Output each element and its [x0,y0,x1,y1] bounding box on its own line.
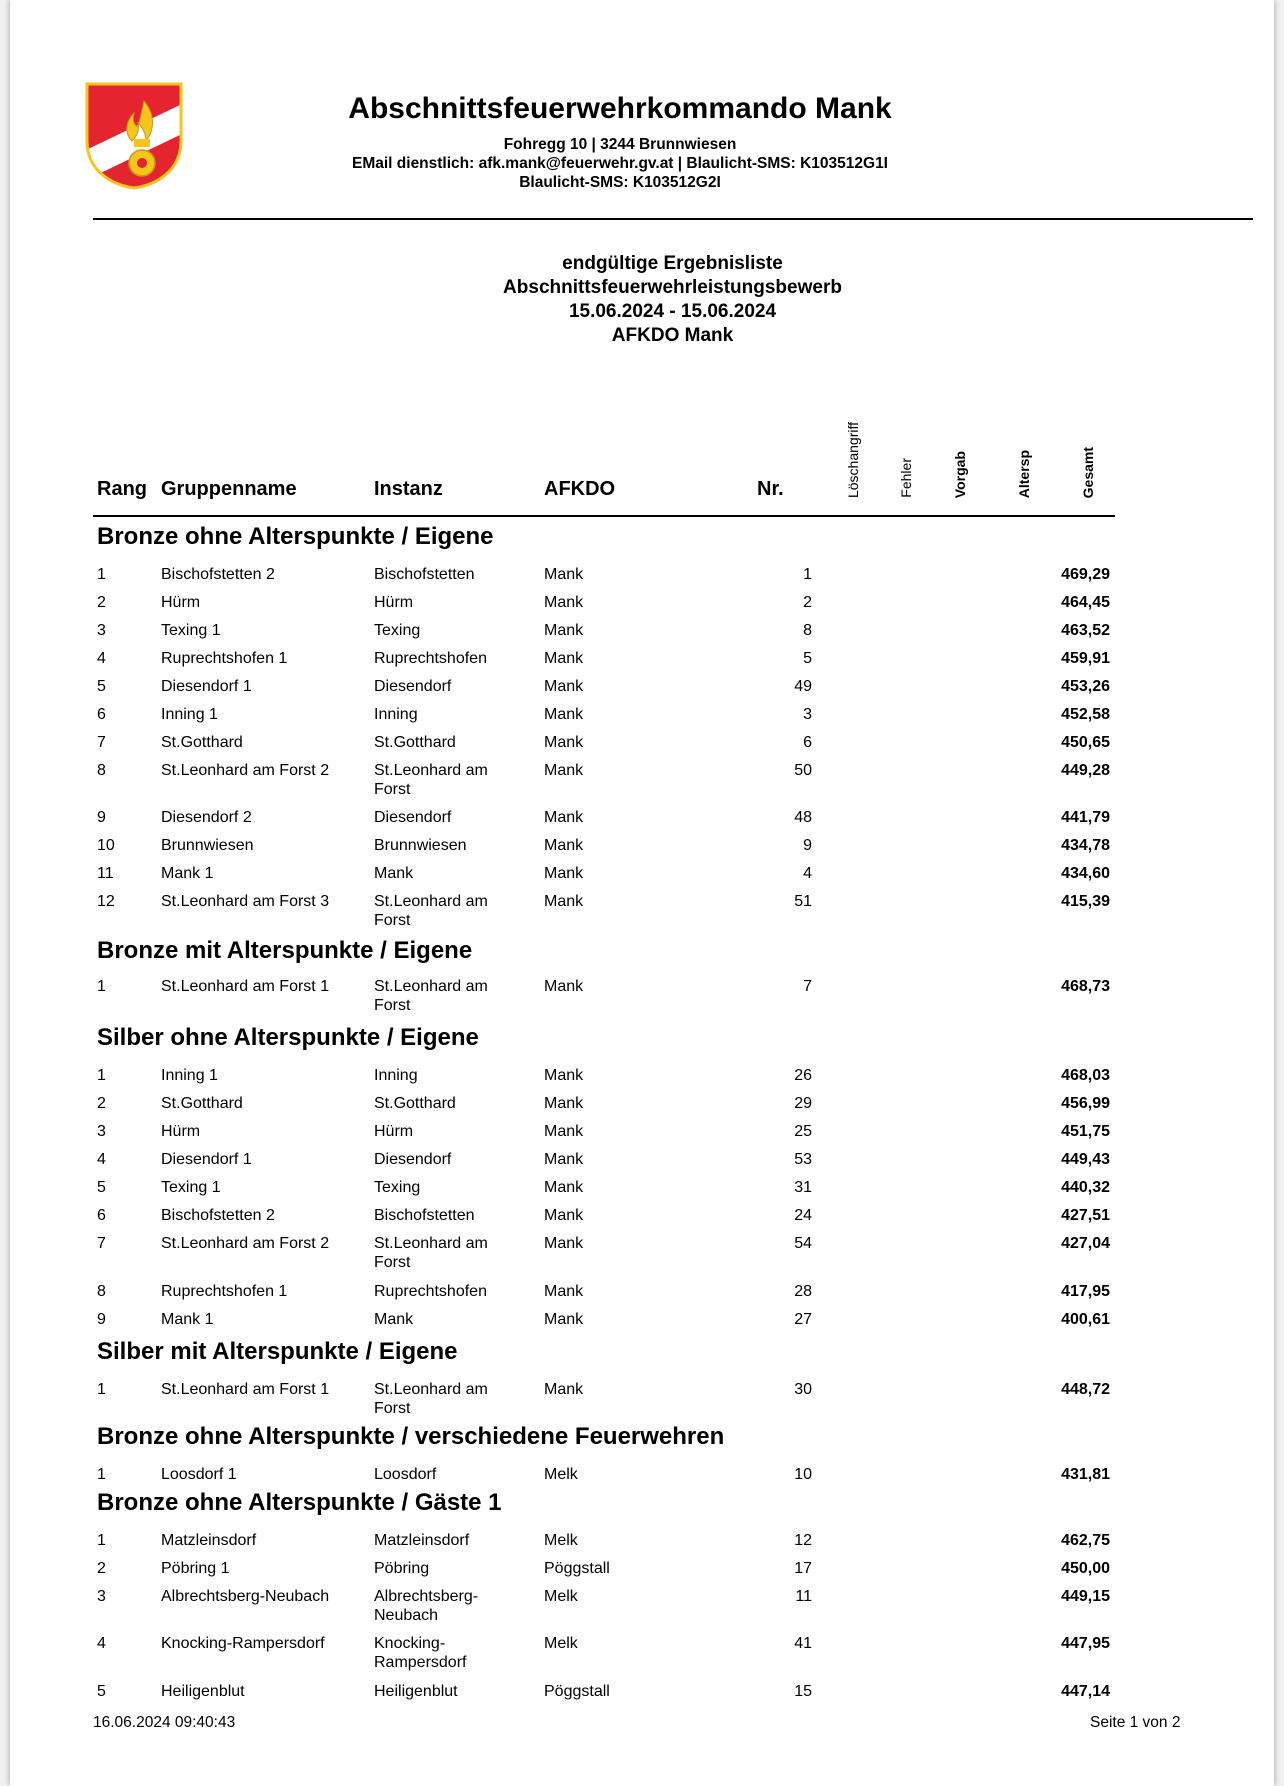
fire-brigade-crest-logo [84,81,184,191]
cell-afkdo: Mank [544,865,584,882]
cell-rank: 9 [97,1311,106,1328]
cell-total: 447,95 [1061,1635,1110,1652]
cell-instanz: Diesendorf [374,809,452,826]
cell-nr: 10 [794,1466,812,1483]
cell-nr: 7 [803,978,812,995]
table-row [10,1682,1274,1722]
cell-total: 464,45 [1061,594,1110,611]
print-timestamp: 16.06.2024 09:40:43 [93,1714,236,1731]
col-vorgab-header: Vorgab [952,450,968,498]
cell-group-name: Ruprechtshofen 1 [161,650,288,667]
col-instanz-header: Instanz [374,478,443,500]
cell-nr: 9 [803,837,812,854]
cell-nr: 17 [794,1560,812,1577]
cell-instanz: Albrechtsberg-Neubach [374,1588,479,1624]
cell-afkdo: Mank [544,1151,584,1168]
cell-group-name: Bischofstetten 2 [161,566,275,583]
cell-rank: 6 [97,706,106,723]
table-row [10,761,1274,801]
cell-afkdo: Melk [544,1466,578,1483]
cell-instanz: St.Leonhard am Forst [374,1381,488,1417]
col-gesamt-header: Gesamt [1080,446,1096,498]
cell-afkdo: Mank [544,893,584,910]
cell-nr: 24 [794,1207,812,1224]
cell-total: 459,91 [1061,650,1110,667]
cell-instanz: St.Leonhard am Forst [374,762,488,798]
cell-total: 450,00 [1061,1560,1110,1577]
cell-rank: 3 [97,1123,106,1140]
cell-group-name: Knocking-Rampersdorf [161,1635,325,1652]
cell-instanz: Heiligenblut [374,1683,458,1700]
col-name-header: Gruppenname [161,478,297,500]
cell-afkdo: Melk [544,1588,578,1605]
cell-afkdo: Mank [544,650,584,667]
cell-afkdo: Mank [544,706,584,723]
cell-group-name: St.Leonhard am Forst 1 [161,1381,330,1398]
cell-total: 449,28 [1061,762,1110,779]
table-header-divider [93,515,1115,517]
cell-afkdo: Mank [544,734,584,751]
cell-rank: 5 [97,678,106,695]
cell-rank: 4 [97,1151,106,1168]
cell-total: 462,75 [1061,1532,1110,1549]
cell-rank: 8 [97,1283,106,1300]
org-sms: Blaulicht-SMS: K103512G2I [519,174,721,191]
cell-nr: 6 [803,734,812,751]
cell-rank: 1 [97,1381,106,1398]
cell-nr: 27 [794,1311,812,1328]
cell-instanz: St.Leonhard am Forst [374,978,488,1014]
cell-nr: 2 [803,594,812,611]
cell-group-name: Diesendorf 2 [161,809,252,826]
cell-rank: 1 [97,566,106,583]
cell-rank: 2 [97,1095,106,1112]
org-title: Abschnittsfeuerwehrkommando Mank [348,92,892,125]
cell-total: 451,75 [1061,1123,1110,1140]
cell-instanz: Matzleinsdorf [374,1532,470,1549]
col-afkdo-header: AFKDO [544,478,616,500]
cell-group-name: Inning 1 [161,706,218,723]
cell-group-name: Hürm [161,594,201,611]
cell-nr: 5 [803,650,812,667]
cell-instanz: Texing [374,1179,421,1196]
cell-group-name: Brunnwiesen [161,837,254,854]
org-address: Fohregg 10 | 3244 Brunnwiesen [503,136,737,153]
cell-rank: 3 [97,622,106,639]
cell-instanz: St.Leonhard am Forst [374,893,488,929]
col-loeschangriff-header: Löschangriff [845,421,861,498]
cell-rank: 9 [97,809,106,826]
cell-nr: 8 [803,622,812,639]
cell-afkdo: Mank [544,566,584,583]
cell-group-name: Ruprechtshofen 1 [161,1283,288,1300]
cell-total: 468,73 [1061,978,1110,995]
cell-nr: 26 [794,1067,812,1084]
cell-group-name: Diesendorf 1 [161,1151,252,1168]
cell-rank: 1 [97,978,106,995]
cell-afkdo: Melk [544,1635,578,1652]
cell-nr: 3 [803,706,812,723]
cell-total: 441,79 [1061,809,1110,826]
cell-rank: 1 [97,1466,106,1483]
cell-group-name: Mank 1 [161,1311,214,1328]
table-row [10,1234,1274,1274]
cell-afkdo: Mank [544,1095,584,1112]
cell-instanz: Hürm [374,594,414,611]
cell-group-name: Inning 1 [161,1067,218,1084]
cell-rank: 11 [97,865,114,882]
col-nr-header: Nr. [757,478,784,500]
cell-afkdo: Mank [544,1179,584,1196]
cell-instanz: Bischofstetten [374,566,475,583]
report-district: AFKDO Mank [611,325,734,346]
cell-afkdo: Mank [544,1235,584,1252]
cell-total: 417,95 [1061,1283,1110,1300]
cell-nr: 31 [794,1179,812,1196]
cell-total: 450,65 [1061,734,1110,751]
cell-nr: 15 [794,1683,812,1700]
cell-total: 463,52 [1061,622,1110,639]
cell-total: 449,43 [1061,1151,1110,1168]
section-title: Bronze mit Alterspunkte / Eigene [97,937,473,964]
table-row [10,1380,1274,1420]
cell-instanz: Diesendorf [374,678,452,695]
cell-group-name: Mank 1 [161,865,214,882]
cell-nr: 41 [794,1635,812,1652]
cell-group-name: Bischofstetten 2 [161,1207,275,1224]
report-date-range: 15.06.2024 - 15.06.2024 [568,301,777,322]
cell-instanz: Mank [374,1311,414,1328]
cell-group-name: Diesendorf 1 [161,678,252,695]
cell-instanz: Bischofstetten [374,1207,475,1224]
cell-rank: 4 [97,650,106,667]
cell-instanz: St.Gotthard [374,734,456,751]
cell-group-name: Matzleinsdorf [161,1532,257,1549]
cell-instanz: Ruprechtshofen [374,1283,487,1300]
cell-afkdo: Mank [544,1067,584,1084]
cell-afkdo: Mank [544,622,584,639]
cell-total: 452,58 [1061,706,1110,723]
section-title: Silber mit Alterspunkte / Eigene [97,1338,458,1365]
cell-group-name: Hürm [161,1123,201,1140]
cell-nr: 54 [794,1235,812,1252]
table-row [10,977,1274,1017]
cell-afkdo: Mank [544,762,584,779]
col-fehler-header: Fehler [898,458,914,498]
cell-total: 427,51 [1061,1207,1110,1224]
cell-nr: 49 [794,678,812,695]
cell-group-name: St.Leonhard am Forst 1 [161,978,330,995]
cell-instanz: Pöbring [374,1560,430,1577]
cell-instanz: Knocking-Rampersdorf [374,1635,467,1671]
cell-group-name: Albrechtsberg-Neubach [161,1588,330,1605]
cell-nr: 25 [794,1123,812,1140]
cell-nr: 28 [794,1283,812,1300]
cell-total: 440,32 [1061,1179,1110,1196]
table-row [10,1587,1274,1627]
cell-afkdo: Mank [544,837,584,854]
section-title: Silber ohne Alterspunkte / Eigene [97,1024,479,1051]
col-altersp-header: Altersp [1016,449,1032,498]
cell-total: 456,99 [1061,1095,1110,1112]
cell-nr: 4 [803,865,812,882]
report-type: endgültige Ergebnisliste [562,253,783,274]
cell-instanz: Inning [374,706,418,723]
cell-group-name: St.Gotthard [161,734,243,751]
report-title: Abschnittsfeuerwehrleistungsbewerb [503,277,842,298]
cell-instanz: St.Gotthard [374,1095,456,1112]
cell-nr: 29 [794,1095,812,1112]
cell-rank: 10 [97,837,115,854]
cell-rank: 5 [97,1683,106,1700]
cell-afkdo: Mank [544,978,584,995]
cell-instanz: Ruprechtshofen [374,650,487,667]
cell-total: 400,61 [1061,1311,1110,1328]
cell-nr: 48 [794,809,812,826]
cell-group-name: Heiligenblut [161,1683,245,1700]
cell-instanz: Hürm [374,1123,414,1140]
cell-group-name: St.Leonhard am Forst 3 [161,893,330,910]
cell-total: 447,14 [1061,1683,1110,1700]
cell-nr: 12 [794,1532,812,1549]
cell-afkdo: Mank [544,809,584,826]
cell-afkdo: Mank [544,1283,584,1300]
section-title: Bronze ohne Alterspunkte / Eigene [97,523,494,550]
cell-instanz: Texing [374,622,421,639]
cell-group-name: St.Leonhard am Forst 2 [161,762,330,779]
cell-rank: 8 [97,762,106,779]
cell-rank: 7 [97,734,106,751]
cell-rank: 3 [97,1588,106,1605]
cell-afkdo: Mank [544,1207,584,1224]
cell-nr: 50 [794,762,812,779]
cell-total: 449,15 [1061,1588,1110,1605]
cell-instanz: Diesendorf [374,1151,452,1168]
cell-nr: 11 [795,1588,812,1605]
header-divider [93,218,1253,220]
cell-rank: 7 [97,1235,106,1252]
cell-rank: 1 [97,1067,106,1084]
cell-rank: 4 [97,1635,106,1652]
cell-rank: 5 [97,1179,106,1196]
cell-nr: 30 [794,1381,812,1398]
cell-rank: 2 [97,594,106,611]
cell-group-name: Loosdorf 1 [161,1466,237,1483]
cell-rank: 6 [97,1207,106,1224]
cell-group-name: Pöbring 1 [161,1560,230,1577]
cell-group-name: Texing 1 [161,1179,221,1196]
table-row [10,1634,1274,1674]
cell-afkdo: Mank [544,1381,584,1398]
cell-afkdo: Melk [544,1532,578,1549]
page-number: Seite 1 von 2 [1090,1714,1181,1731]
cell-instanz: Brunnwiesen [374,837,467,854]
section-title: Bronze ohne Alterspunkte / verschiedene Feuerwehren [97,1423,725,1450]
cell-afkdo: Mank [544,1311,584,1328]
cell-nr: 51 [794,893,812,910]
col-rank-header: Rang [97,478,147,500]
cell-total: 431,81 [1061,1466,1110,1483]
cell-total: 434,78 [1061,837,1110,854]
cell-total: 453,26 [1061,678,1110,695]
cell-afkdo: Mank [544,594,584,611]
cell-total: 434,60 [1061,865,1110,882]
cell-instanz: Loosdorf [374,1466,437,1483]
cell-instanz: St.Leonhard am Forst [374,1235,488,1271]
cell-afkdo: Mank [544,1123,584,1140]
cell-total: 469,29 [1061,566,1110,583]
cell-rank: 2 [97,1560,106,1577]
cell-total: 415,39 [1061,893,1110,910]
cell-instanz: Inning [374,1067,418,1084]
cell-group-name: St.Gotthard [161,1095,243,1112]
cell-rank: 12 [97,893,115,910]
cell-group-name: Texing 1 [161,622,221,639]
cell-nr: 53 [794,1151,812,1168]
cell-rank: 1 [97,1532,106,1549]
org-contact: EMail dienstlich: afk.mank@feuerwehr.gv.at | Blaulicht-SMS: K103512G1I [352,155,888,172]
cell-total: 448,72 [1061,1381,1110,1398]
cell-afkdo: Pöggstall [544,1683,610,1700]
document-page [10,0,1274,1786]
cell-group-name: St.Leonhard am Forst 2 [161,1235,330,1252]
cell-instanz: Mank [374,865,414,882]
cell-nr: 1 [803,566,812,583]
cell-total: 427,04 [1061,1235,1110,1252]
cell-afkdo: Mank [544,678,584,695]
cell-afkdo: Pöggstall [544,1560,610,1577]
cell-total: 468,03 [1061,1067,1110,1084]
table-row [10,892,1274,932]
section-title: Bronze ohne Alterspunkte / Gäste 1 [97,1489,502,1516]
